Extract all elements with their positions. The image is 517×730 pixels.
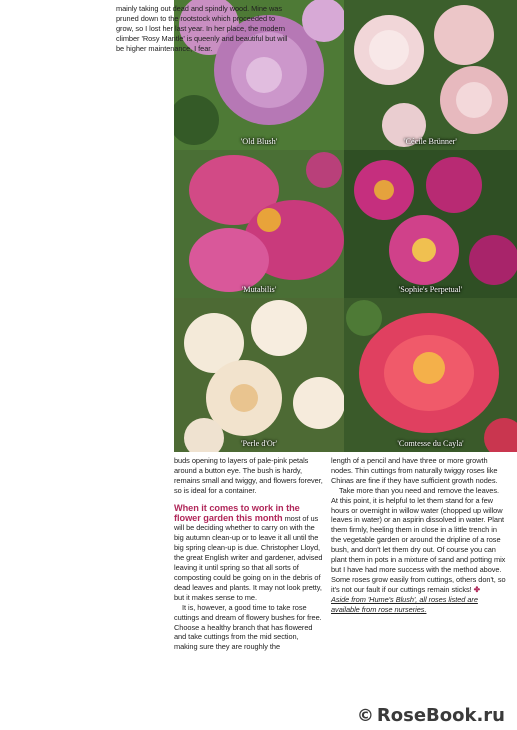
middle-para-3: It is, however, a good time to take rose cuttings and dream of flowery bushes for free. Choose a healthy branch that has flowered and take cuttings from the mid section, making sure they are roughly the bbox=[174, 602, 322, 652]
watermark bbox=[353, 705, 509, 726]
caption-mutabilis: 'Mutabilis' bbox=[241, 285, 277, 294]
right-para-2-text: Take more than you need and remove the leaves. At this point, it is helpful to let them stand for a few hours or overnight in willow water (chopped up willow leaves in water) or an aspirin dissolved in water. Plant them firmly, heeling them in close in a little trench in the vegetable garden or around the dripline of a rose bush, and don't let them dry out. Of course you can plant them in pots in a mixture of sand and potting mix but I have had more success with the method above. Some roses grow easily from cuttings, others don't, so it's not our fault if our cuttings remain sticks! bbox=[331, 485, 506, 594]
caption-perle-dor: 'Perle d'Or' bbox=[240, 439, 278, 448]
right-para-1: length of a pencil and have three or more growth nodes. Thin cuttings from naturally twiggy roses like Chinas are fine if they have sufficient growth nodes. bbox=[331, 456, 498, 485]
photo-cecile-brunner bbox=[344, 0, 517, 150]
end-mark-icon: ✤ bbox=[473, 584, 480, 594]
photo-perle-dor bbox=[174, 298, 344, 452]
photo-mutabilis bbox=[174, 150, 344, 298]
middle-heading: When it comes to work in the flower garden this month bbox=[174, 502, 300, 523]
middle-para-1: buds opening to layers of pale-pink petals around a button eye. The bush is hardy, remains small and twiggy, and flowers forever, so is ideal for a container. bbox=[174, 456, 323, 495]
cecile-brunner-image bbox=[344, 0, 517, 150]
watermark-text: RoseBook.ru bbox=[376, 705, 505, 726]
left-intro: mainly taking out dead and spindly wood. Mine was pruned down to the rootstock which proceeded to grow, so I lost her last year. In her place, the modern climber 'Rosy Mantle' is queenly and beautiful but will be higher maintenance, I fear. bbox=[116, 4, 288, 53]
copyright-icon: © bbox=[356, 706, 374, 726]
right-column bbox=[331, 456, 507, 615]
photo-sophies-perpetual bbox=[344, 150, 517, 298]
middle-para-2 bbox=[174, 504, 323, 603]
right-para-2 bbox=[331, 486, 507, 595]
caption-comtesse-du-cayla: 'Comtesse du Cayla' bbox=[397, 439, 464, 448]
middle-para-2-text: most of us will be deciding whether to carry on with the big autumn clean-up or to leave it all until the big spring clean-up is due. Christopher Lloyd, the great English writer and gardener, advised leaving it until spring so that all sorts of composting could be going on in the debris of dead leaves and plants. It may not look pretty, but it makes sense to me. bbox=[174, 513, 323, 602]
caption-cecile-brunner: 'Cécile Brünner' bbox=[404, 137, 457, 146]
footnote: Aside from 'Hume's Blush', all roses listed are available from rose nurseries. bbox=[331, 594, 478, 614]
mutabilis-image bbox=[174, 150, 344, 298]
left-intro-block bbox=[116, 4, 288, 54]
perle-dor-image bbox=[174, 298, 344, 452]
caption-old-blush: 'Old Blush' bbox=[240, 137, 278, 146]
middle-column bbox=[174, 456, 323, 652]
comtesse-du-cayla-image bbox=[344, 298, 517, 452]
sophies-perpetual-image bbox=[344, 150, 517, 298]
photo-comtesse-du-cayla bbox=[344, 298, 517, 452]
caption-sophies-perpetual: 'Sophie's Perpetual' bbox=[398, 285, 463, 294]
